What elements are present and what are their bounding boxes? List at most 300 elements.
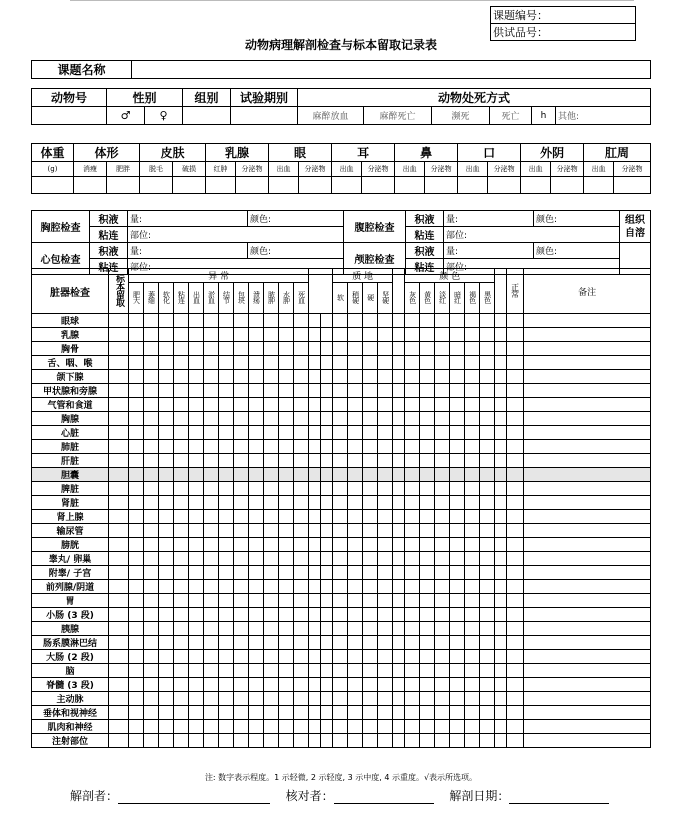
organ-cell[interactable] xyxy=(507,482,524,496)
organ-cell[interactable] xyxy=(363,356,378,370)
organ-cell[interactable] xyxy=(333,678,348,692)
organ-cell[interactable] xyxy=(144,524,159,538)
organ-cell[interactable] xyxy=(378,538,393,552)
organ-cell[interactable] xyxy=(249,328,264,342)
organ-cell[interactable] xyxy=(129,622,144,636)
organ-cell[interactable] xyxy=(435,692,450,706)
organ-cell[interactable] xyxy=(309,552,321,566)
organ-cell[interactable] xyxy=(465,454,480,468)
organ-cell[interactable] xyxy=(234,440,249,454)
organ-cell[interactable] xyxy=(204,650,219,664)
organ-cell[interactable] xyxy=(204,538,219,552)
organ-cell[interactable] xyxy=(249,692,264,706)
organ-cell[interactable] xyxy=(495,524,507,538)
organ-cell[interactable] xyxy=(144,650,159,664)
organ-cell[interactable] xyxy=(480,482,495,496)
organ-cell[interactable] xyxy=(363,734,378,748)
organ-cell[interactable] xyxy=(159,510,174,524)
organ-cell[interactable] xyxy=(378,706,393,720)
organ-cell[interactable] xyxy=(204,706,219,720)
organ-cell[interactable] xyxy=(279,678,294,692)
organ-cell[interactable] xyxy=(524,370,651,384)
organ-cell[interactable] xyxy=(378,552,393,566)
organ-cell[interactable] xyxy=(465,356,480,370)
organ-cell[interactable] xyxy=(309,692,321,706)
organ-cell[interactable] xyxy=(405,622,420,636)
organ-cell[interactable] xyxy=(480,426,495,440)
organ-cell[interactable] xyxy=(378,496,393,510)
organ-cell[interactable] xyxy=(204,496,219,510)
organ-cell[interactable] xyxy=(144,636,159,650)
organ-cell[interactable] xyxy=(420,636,435,650)
organ-cell[interactable] xyxy=(495,720,507,734)
organ-cell[interactable] xyxy=(321,650,333,664)
organ-cell[interactable] xyxy=(363,636,378,650)
organ-cell[interactable] xyxy=(524,412,651,426)
organ-cell[interactable] xyxy=(465,496,480,510)
checker-field[interactable] xyxy=(334,791,434,804)
organ-cell[interactable] xyxy=(363,552,378,566)
abdomen-site-field[interactable]: 部位: xyxy=(444,227,620,243)
organ-cell[interactable] xyxy=(189,384,204,398)
organ-cell[interactable] xyxy=(435,678,450,692)
organ-cell[interactable] xyxy=(109,734,129,748)
organ-cell[interactable] xyxy=(279,384,294,398)
organ-cell[interactable] xyxy=(363,580,378,594)
organ-cell[interactable] xyxy=(249,370,264,384)
organ-cell[interactable] xyxy=(294,398,309,412)
organ-cell[interactable] xyxy=(159,538,174,552)
organ-cell[interactable] xyxy=(420,720,435,734)
organ-cell[interactable] xyxy=(189,692,204,706)
organ-cell[interactable] xyxy=(348,566,363,580)
organ-cell[interactable] xyxy=(129,650,144,664)
organ-cell[interactable] xyxy=(249,468,264,482)
organ-cell[interactable] xyxy=(174,608,189,622)
organ-cell[interactable] xyxy=(420,692,435,706)
organ-cell[interactable] xyxy=(333,552,348,566)
organ-cell[interactable] xyxy=(321,594,333,608)
organ-cell[interactable] xyxy=(219,314,234,328)
organ-cell[interactable] xyxy=(109,510,129,524)
organ-cell[interactable] xyxy=(450,566,465,580)
organ-cell[interactable] xyxy=(435,636,450,650)
organ-cell[interactable] xyxy=(363,524,378,538)
organ-cell[interactable] xyxy=(348,440,363,454)
organ-cell[interactable] xyxy=(465,342,480,356)
organ-cell[interactable] xyxy=(174,412,189,426)
organ-cell[interactable] xyxy=(174,552,189,566)
organ-cell[interactable] xyxy=(321,566,333,580)
organ-cell[interactable] xyxy=(378,650,393,664)
organ-cell[interactable] xyxy=(204,552,219,566)
organ-cell[interactable] xyxy=(249,594,264,608)
organ-cell[interactable] xyxy=(109,706,129,720)
organ-cell[interactable] xyxy=(450,734,465,748)
organ-cell[interactable] xyxy=(249,706,264,720)
organ-cell[interactable] xyxy=(109,692,129,706)
organ-cell[interactable] xyxy=(219,636,234,650)
organ-cell[interactable] xyxy=(480,468,495,482)
external-value-cell[interactable] xyxy=(32,177,74,194)
organ-cell[interactable] xyxy=(279,706,294,720)
external-value-cell[interactable] xyxy=(395,177,425,194)
organ-cell[interactable] xyxy=(294,384,309,398)
organ-cell[interactable] xyxy=(249,720,264,734)
organ-cell[interactable] xyxy=(144,608,159,622)
organ-cell[interactable] xyxy=(363,706,378,720)
organ-cell[interactable] xyxy=(480,496,495,510)
organ-cell[interactable] xyxy=(321,608,333,622)
organ-cell[interactable] xyxy=(129,370,144,384)
organ-cell[interactable] xyxy=(405,636,420,650)
organ-cell[interactable] xyxy=(363,496,378,510)
organ-cell[interactable] xyxy=(393,328,405,342)
organ-cell[interactable] xyxy=(495,650,507,664)
dissection-date-field[interactable] xyxy=(509,791,609,804)
organ-cell[interactable] xyxy=(309,636,321,650)
organ-cell[interactable] xyxy=(435,468,450,482)
organ-cell[interactable] xyxy=(495,384,507,398)
organ-cell[interactable] xyxy=(333,398,348,412)
organ-cell[interactable] xyxy=(159,384,174,398)
organ-cell[interactable] xyxy=(420,510,435,524)
organ-cell[interactable] xyxy=(378,524,393,538)
organ-cell[interactable] xyxy=(435,440,450,454)
organ-cell[interactable] xyxy=(309,706,321,720)
organ-cell[interactable] xyxy=(159,524,174,538)
organ-cell[interactable] xyxy=(348,580,363,594)
organ-cell[interactable] xyxy=(309,482,321,496)
organ-cell[interactable] xyxy=(189,328,204,342)
organ-cell[interactable] xyxy=(249,314,264,328)
organ-cell[interactable] xyxy=(294,608,309,622)
organ-cell[interactable] xyxy=(393,720,405,734)
organ-cell[interactable] xyxy=(264,426,279,440)
organ-cell[interactable] xyxy=(333,440,348,454)
organ-cell[interactable] xyxy=(109,482,129,496)
organ-cell[interactable] xyxy=(129,706,144,720)
organ-cell[interactable] xyxy=(450,468,465,482)
organ-cell[interactable] xyxy=(189,524,204,538)
organ-cell[interactable] xyxy=(249,398,264,412)
organ-cell[interactable] xyxy=(524,342,651,356)
organ-cell[interactable] xyxy=(420,342,435,356)
organ-cell[interactable] xyxy=(279,342,294,356)
organ-cell[interactable] xyxy=(465,384,480,398)
organ-cell[interactable] xyxy=(204,622,219,636)
organ-cell[interactable] xyxy=(234,496,249,510)
organ-cell[interactable] xyxy=(393,496,405,510)
organ-cell[interactable] xyxy=(348,706,363,720)
organ-cell[interactable] xyxy=(159,468,174,482)
organ-cell[interactable] xyxy=(420,734,435,748)
organ-cell[interactable] xyxy=(405,650,420,664)
organ-cell[interactable] xyxy=(294,482,309,496)
organ-cell[interactable] xyxy=(279,482,294,496)
organ-cell[interactable] xyxy=(234,552,249,566)
organ-cell[interactable] xyxy=(435,510,450,524)
organ-cell[interactable] xyxy=(294,342,309,356)
organ-cell[interactable] xyxy=(420,664,435,678)
organ-cell[interactable] xyxy=(279,608,294,622)
organ-cell[interactable] xyxy=(524,650,651,664)
organ-cell[interactable] xyxy=(109,454,129,468)
organ-cell[interactable] xyxy=(129,440,144,454)
organ-cell[interactable] xyxy=(480,720,495,734)
organ-cell[interactable] xyxy=(159,678,174,692)
organ-cell[interactable] xyxy=(144,538,159,552)
organ-cell[interactable] xyxy=(264,440,279,454)
organ-cell[interactable] xyxy=(420,650,435,664)
organ-cell[interactable] xyxy=(450,524,465,538)
organ-cell[interactable] xyxy=(333,384,348,398)
organ-cell[interactable] xyxy=(333,496,348,510)
organ-cell[interactable] xyxy=(378,734,393,748)
organ-cell[interactable] xyxy=(378,580,393,594)
organ-cell[interactable] xyxy=(321,314,333,328)
organ-cell[interactable] xyxy=(393,398,405,412)
organ-cell[interactable] xyxy=(393,342,405,356)
organ-cell[interactable] xyxy=(264,356,279,370)
organ-cell[interactable] xyxy=(405,342,420,356)
organ-cell[interactable] xyxy=(480,454,495,468)
organ-cell[interactable] xyxy=(144,720,159,734)
organ-cell[interactable] xyxy=(309,440,321,454)
organ-cell[interactable] xyxy=(378,342,393,356)
organ-cell[interactable] xyxy=(309,356,321,370)
organ-cell[interactable] xyxy=(234,538,249,552)
organ-cell[interactable] xyxy=(435,314,450,328)
organ-cell[interactable] xyxy=(435,482,450,496)
organ-cell[interactable] xyxy=(378,608,393,622)
organ-cell[interactable] xyxy=(249,426,264,440)
organ-cell[interactable] xyxy=(363,412,378,426)
organ-cell[interactable] xyxy=(189,594,204,608)
organ-cell[interactable] xyxy=(234,608,249,622)
organ-cell[interactable] xyxy=(249,552,264,566)
organ-cell[interactable] xyxy=(144,692,159,706)
organ-cell[interactable] xyxy=(420,412,435,426)
organ-cell[interactable] xyxy=(393,692,405,706)
organ-cell[interactable] xyxy=(420,608,435,622)
organ-cell[interactable] xyxy=(507,538,524,552)
organ-cell[interactable] xyxy=(309,468,321,482)
organ-cell[interactable] xyxy=(495,412,507,426)
organ-cell[interactable] xyxy=(363,426,378,440)
organ-cell[interactable] xyxy=(435,720,450,734)
organ-cell[interactable] xyxy=(524,678,651,692)
organ-cell[interactable] xyxy=(405,496,420,510)
organ-cell[interactable] xyxy=(204,664,219,678)
organ-cell[interactable] xyxy=(159,734,174,748)
organ-cell[interactable] xyxy=(234,370,249,384)
organ-cell[interactable] xyxy=(420,384,435,398)
organ-cell[interactable] xyxy=(144,482,159,496)
pericardium-site-field[interactable]: 部位: xyxy=(128,259,344,275)
organ-cell[interactable] xyxy=(435,412,450,426)
organ-cell[interactable] xyxy=(129,720,144,734)
organ-cell[interactable] xyxy=(264,664,279,678)
organ-cell[interactable] xyxy=(159,328,174,342)
organ-cell[interactable] xyxy=(524,482,651,496)
organ-cell[interactable] xyxy=(450,412,465,426)
organ-cell[interactable] xyxy=(348,356,363,370)
organ-cell[interactable] xyxy=(405,314,420,328)
organ-cell[interactable] xyxy=(393,454,405,468)
organ-cell[interactable] xyxy=(279,566,294,580)
organ-cell[interactable] xyxy=(321,664,333,678)
organ-cell[interactable] xyxy=(249,636,264,650)
dissector-field[interactable] xyxy=(118,791,270,804)
organ-cell[interactable] xyxy=(189,706,204,720)
organ-cell[interactable] xyxy=(495,580,507,594)
organ-cell[interactable] xyxy=(420,454,435,468)
organ-cell[interactable] xyxy=(109,664,129,678)
organ-cell[interactable] xyxy=(279,454,294,468)
organ-cell[interactable] xyxy=(405,482,420,496)
organ-cell[interactable] xyxy=(294,622,309,636)
organ-cell[interactable] xyxy=(405,678,420,692)
organ-cell[interactable] xyxy=(420,622,435,636)
organ-cell[interactable] xyxy=(507,650,524,664)
organ-cell[interactable] xyxy=(480,566,495,580)
organ-cell[interactable] xyxy=(294,720,309,734)
organ-cell[interactable] xyxy=(234,580,249,594)
organ-cell[interactable] xyxy=(144,314,159,328)
organ-cell[interactable] xyxy=(264,524,279,538)
organ-cell[interactable] xyxy=(294,636,309,650)
organ-cell[interactable] xyxy=(378,636,393,650)
organ-cell[interactable] xyxy=(234,412,249,426)
skull-site-field[interactable]: 部位: xyxy=(444,259,620,275)
organ-cell[interactable] xyxy=(204,594,219,608)
organ-cell[interactable] xyxy=(129,356,144,370)
organ-cell[interactable] xyxy=(333,510,348,524)
organ-cell[interactable] xyxy=(109,370,129,384)
organ-cell[interactable] xyxy=(264,328,279,342)
organ-cell[interactable] xyxy=(363,566,378,580)
organ-cell[interactable] xyxy=(129,426,144,440)
organ-cell[interactable] xyxy=(219,398,234,412)
organ-cell[interactable] xyxy=(109,524,129,538)
organ-cell[interactable] xyxy=(129,398,144,412)
organ-cell[interactable] xyxy=(321,496,333,510)
organ-cell[interactable] xyxy=(480,398,495,412)
organ-cell[interactable] xyxy=(309,328,321,342)
organ-cell[interactable] xyxy=(144,398,159,412)
organ-cell[interactable] xyxy=(465,328,480,342)
organ-cell[interactable] xyxy=(219,342,234,356)
organ-cell[interactable] xyxy=(363,720,378,734)
organ-cell[interactable] xyxy=(465,482,480,496)
organ-cell[interactable] xyxy=(249,650,264,664)
organ-cell[interactable] xyxy=(129,496,144,510)
organ-cell[interactable] xyxy=(420,398,435,412)
organ-cell[interactable] xyxy=(321,370,333,384)
organ-cell[interactable] xyxy=(279,524,294,538)
organ-cell[interactable] xyxy=(189,566,204,580)
organ-cell[interactable] xyxy=(420,426,435,440)
organ-cell[interactable] xyxy=(264,720,279,734)
organ-cell[interactable] xyxy=(378,594,393,608)
organ-cell[interactable] xyxy=(480,636,495,650)
organ-cell[interactable] xyxy=(129,594,144,608)
organ-cell[interactable] xyxy=(219,622,234,636)
organ-cell[interactable] xyxy=(363,342,378,356)
organ-cell[interactable] xyxy=(129,510,144,524)
organ-cell[interactable] xyxy=(480,706,495,720)
organ-cell[interactable] xyxy=(405,692,420,706)
organ-cell[interactable] xyxy=(420,538,435,552)
organ-cell[interactable] xyxy=(204,608,219,622)
organ-cell[interactable] xyxy=(294,650,309,664)
organ-cell[interactable] xyxy=(524,496,651,510)
organ-cell[interactable] xyxy=(378,482,393,496)
organ-cell[interactable] xyxy=(393,524,405,538)
organ-cell[interactable] xyxy=(393,664,405,678)
organ-cell[interactable] xyxy=(174,328,189,342)
organ-cell[interactable] xyxy=(129,566,144,580)
external-value-cell[interactable] xyxy=(74,177,107,194)
organ-cell[interactable] xyxy=(450,356,465,370)
organ-cell[interactable] xyxy=(279,468,294,482)
organ-cell[interactable] xyxy=(480,734,495,748)
organ-cell[interactable] xyxy=(405,370,420,384)
organ-cell[interactable] xyxy=(144,622,159,636)
organ-cell[interactable] xyxy=(450,538,465,552)
organ-cell[interactable] xyxy=(393,538,405,552)
organ-cell[interactable] xyxy=(249,622,264,636)
organ-cell[interactable] xyxy=(219,664,234,678)
organ-cell[interactable] xyxy=(144,706,159,720)
organ-cell[interactable] xyxy=(249,538,264,552)
organ-cell[interactable] xyxy=(109,328,129,342)
organ-cell[interactable] xyxy=(294,440,309,454)
organ-cell[interactable] xyxy=(144,356,159,370)
organ-cell[interactable] xyxy=(450,636,465,650)
organ-cell[interactable] xyxy=(264,538,279,552)
organ-cell[interactable] xyxy=(393,510,405,524)
organ-cell[interactable] xyxy=(465,678,480,692)
organ-cell[interactable] xyxy=(129,412,144,426)
organ-cell[interactable] xyxy=(159,650,174,664)
organ-cell[interactable] xyxy=(234,426,249,440)
organ-cell[interactable] xyxy=(450,664,465,678)
organ-cell[interactable] xyxy=(333,314,348,328)
organ-cell[interactable] xyxy=(264,482,279,496)
external-value-cell[interactable] xyxy=(584,177,614,194)
organ-cell[interactable] xyxy=(279,622,294,636)
organ-cell[interactable] xyxy=(204,580,219,594)
organ-cell[interactable] xyxy=(279,412,294,426)
organ-cell[interactable] xyxy=(333,342,348,356)
organ-cell[interactable] xyxy=(144,468,159,482)
organ-cell[interactable] xyxy=(450,692,465,706)
organ-cell[interactable] xyxy=(309,342,321,356)
organ-cell[interactable] xyxy=(264,636,279,650)
organ-cell[interactable] xyxy=(159,482,174,496)
organ-cell[interactable] xyxy=(450,678,465,692)
organ-cell[interactable] xyxy=(249,510,264,524)
organ-cell[interactable] xyxy=(495,706,507,720)
organ-cell[interactable] xyxy=(279,440,294,454)
period-field[interactable] xyxy=(231,107,298,125)
organ-cell[interactable] xyxy=(321,706,333,720)
organ-cell[interactable] xyxy=(405,608,420,622)
organ-cell[interactable] xyxy=(363,608,378,622)
organ-cell[interactable] xyxy=(159,426,174,440)
